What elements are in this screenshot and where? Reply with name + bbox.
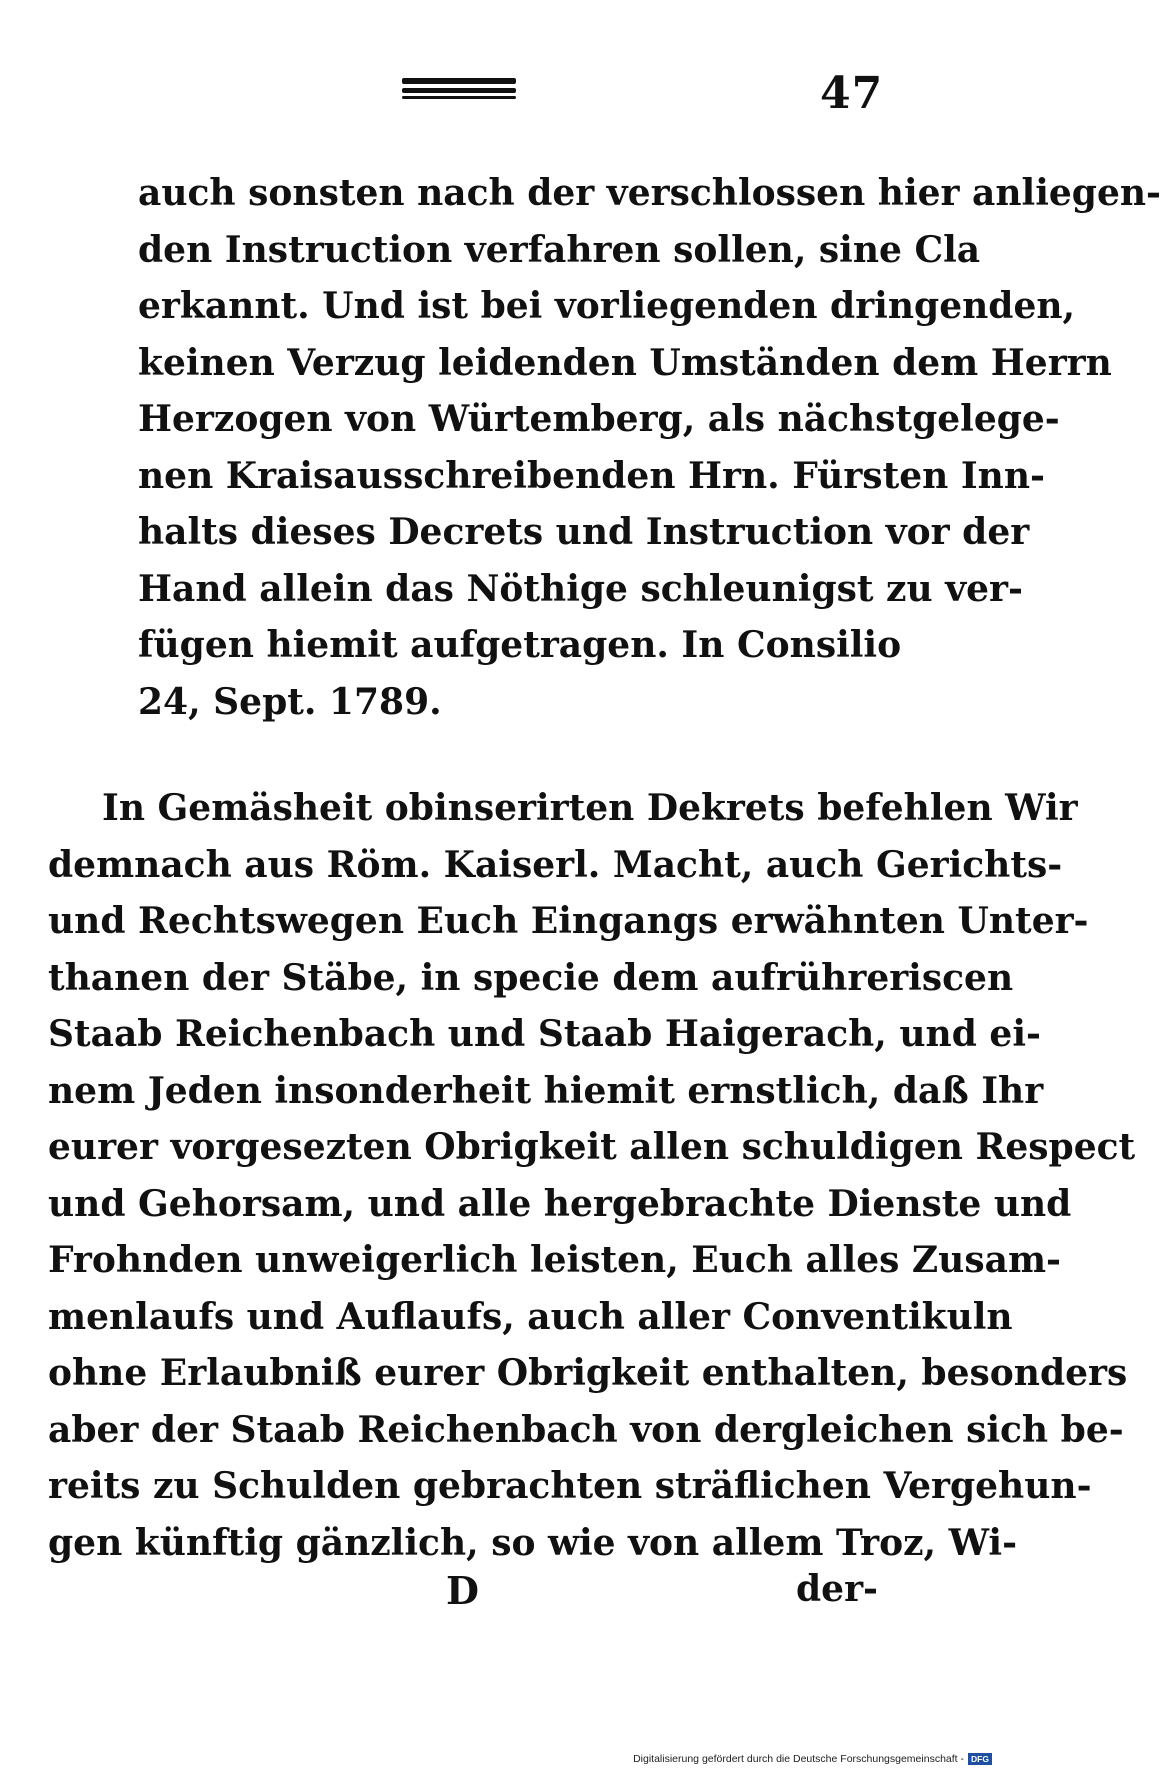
text-line: Staab Reichenbach und Staab Haigerach, und ei-: [48, 1013, 1041, 1055]
text-line-date: 24, Sept. 1789.: [138, 680, 442, 723]
text-line: menlaufs und Auflaufs, auch aller Conventikuln: [48, 1295, 1013, 1338]
page-number: 47: [820, 68, 884, 119]
text-line: Frohnden unweigerlich leisten, Euch alles Zusam-: [48, 1239, 1061, 1281]
text-line: Herzogen von Würtemberg, als nächstgelege-: [138, 398, 1060, 440]
text-line: und Gehorsam, und alle hergebrachte Dienste und: [48, 1182, 1072, 1225]
text-line: gen künftig gänzlich, so wie von allem Troz, Wi-: [48, 1521, 1018, 1564]
text-line: und Rechtswegen Euch Eingangs erwähnten Unter-: [48, 900, 1089, 942]
text-line: demnach aus Röm. Kaiserl. Macht, auch Gerichts-: [48, 843, 1063, 886]
text-line: reits zu Schulden gebrachten sträflichen Vergehun-: [48, 1465, 1092, 1507]
catchword: der-: [796, 1568, 878, 1610]
text-line: ohne Erlaubniß eurer Obrigkeit enthalten, besonders: [48, 1352, 1128, 1394]
printer-signature-mark: D: [446, 1568, 479, 1613]
header-ornament-rule: [402, 78, 516, 104]
text-line: auch sonsten nach der verschlossen hier anliegen-: [138, 172, 1161, 214]
text-line: nen Kraisausschreibenden Hrn. Fürsten Inn-: [138, 454, 1045, 497]
paragraph-decree-conclusion: [138, 165, 1161, 730]
text-line: eurer vorgesezten Obrigkeit allen schuldigen Respect: [48, 1126, 1136, 1168]
text-line: Hand allein das Nöthige schleunigst zu ver-: [138, 567, 1023, 610]
text-line: den Instruction verfahren sollen, sine Cla: [138, 228, 981, 271]
text-line: nem Jeden insonderheit hiemit ernstlich, daß Ihr: [48, 1069, 1044, 1112]
paragraph-imperial-order: [48, 780, 1136, 1571]
text-line: erkannt. Und ist bei vorliegenden dringenden,: [138, 285, 1076, 327]
text-line: halts dieses Decrets und Instruction vor der: [138, 511, 1030, 553]
text-line: fügen hiemit aufgetragen. In Consilio: [138, 624, 902, 666]
text-line: thanen der Stäbe, in specie dem aufrühreriscen: [48, 956, 1014, 999]
text-line: keinen Verzug leidenden Umständen dem Herrn: [138, 341, 1112, 384]
text-line: aber der Staab Reichenbach von dergleichen sich be-: [48, 1408, 1124, 1451]
dfg-logo: DFG: [968, 1753, 992, 1765]
digitization-credit: Digitalisierung gefördert durch die Deutsche Forschungsgemeinschaft -: [633, 1753, 964, 1765]
text-line: In Gemäsheit obinserirten Dekrets befehlen Wir: [102, 787, 1078, 829]
